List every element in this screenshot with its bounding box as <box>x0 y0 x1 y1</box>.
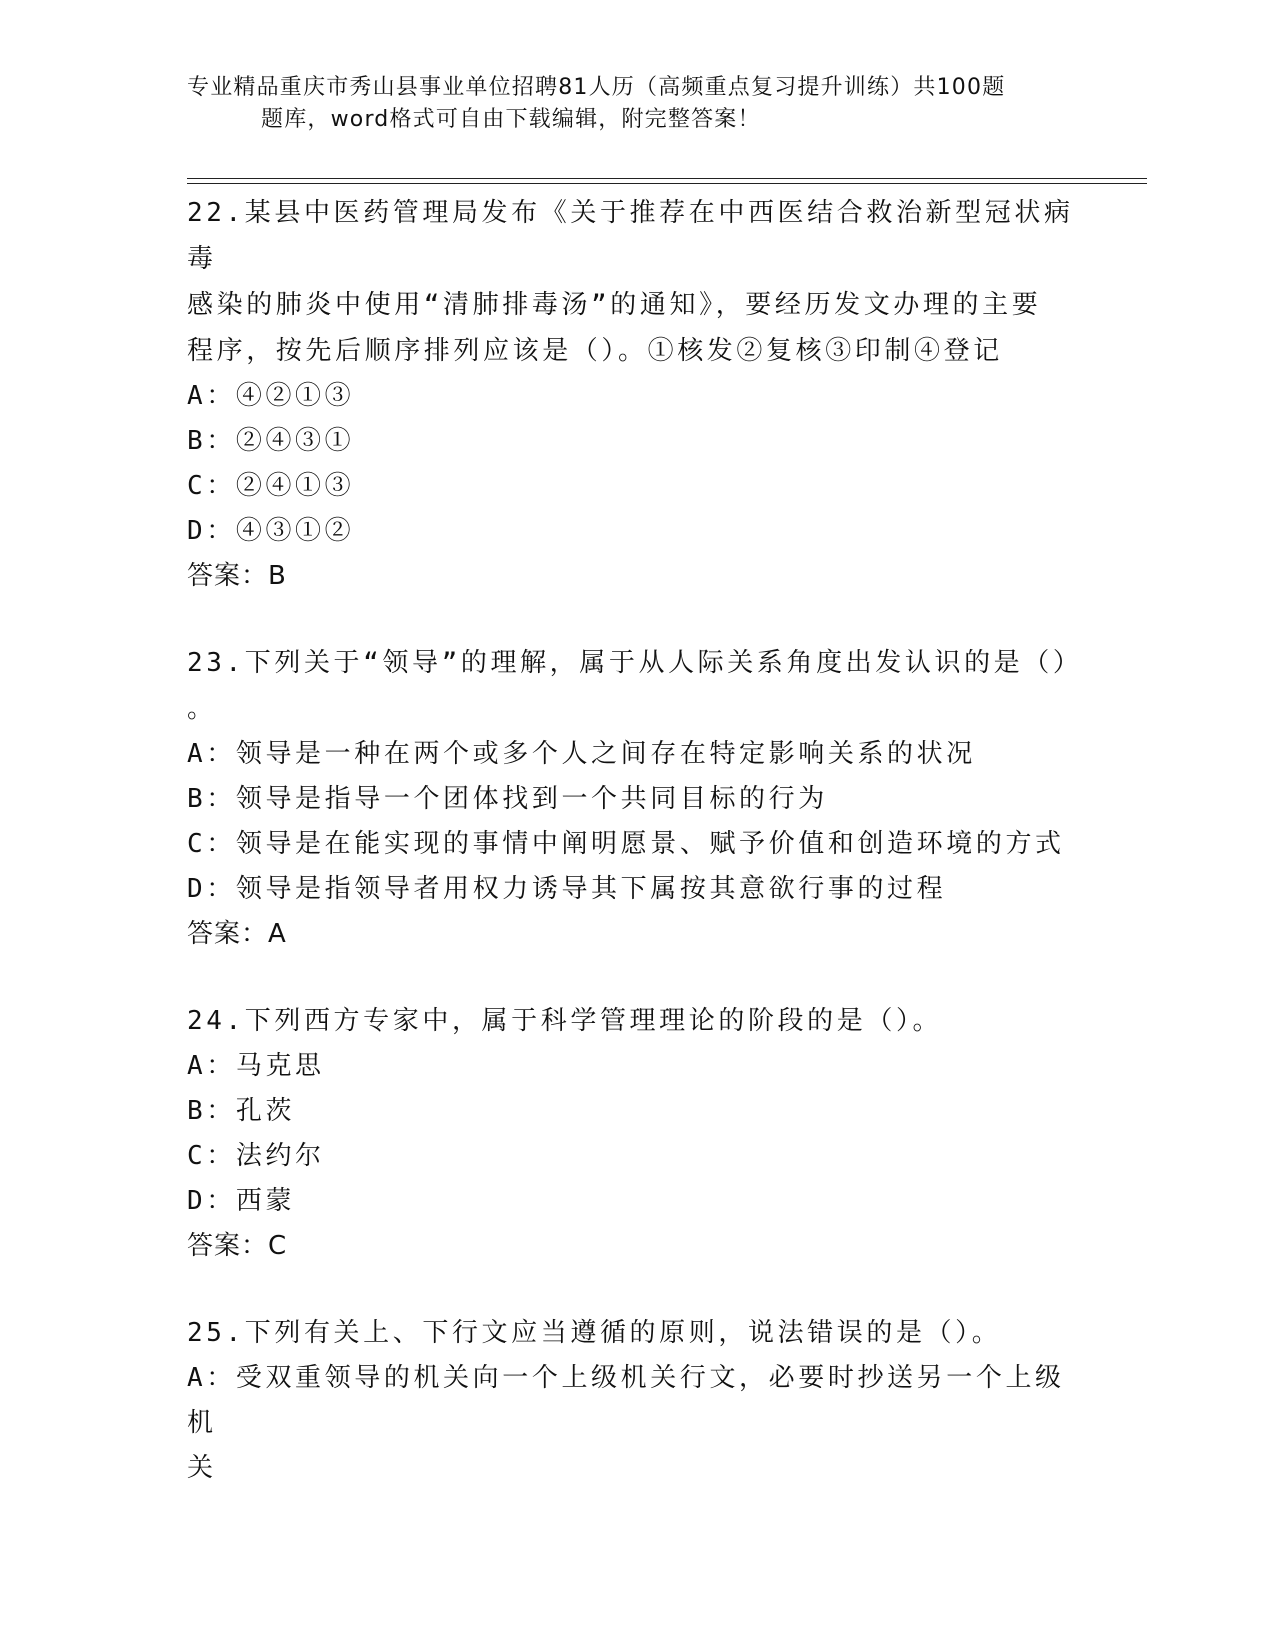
option-a-continued: 关 <box>187 1453 217 1483</box>
answer-line: 答案：C <box>187 1231 288 1261</box>
question-stem-line: 23.下列关于“领导”的理解，属于从人际关系角度出发认识的是（） <box>187 648 1083 678</box>
question-spacer <box>187 956 1087 998</box>
header-divider-bottom <box>187 183 1147 184</box>
option-b: B：孔茨 <box>187 1096 296 1126</box>
option-c: C：领导是在能实现的事情中阐明愿景、赋予价值和创造环境的方式 <box>187 829 1065 859</box>
question-stem-line: 25.下列有关上、下行文应当遵循的原则，说法错误的是（）。 <box>187 1318 1002 1348</box>
question-23 <box>187 640 1087 956</box>
answer-line: 答案：B <box>187 561 287 591</box>
question-25 <box>187 1310 1087 1491</box>
question-stem-line: 程序，按先后顺序排列应该是（）。①核发②复核③印制④登记 <box>187 336 1003 366</box>
header-title-line-1: 专业精品重庆市秀山县事业单位招聘81人历（高频重点复习提升训练）共100题 <box>187 75 1006 100</box>
option-a: A：马克思 <box>187 1051 325 1081</box>
question-stem-line: 。 <box>187 694 217 724</box>
option-b: B：②④③① <box>187 426 355 456</box>
question-list <box>187 190 1087 1491</box>
option-c: C：②④①③ <box>187 471 355 501</box>
option-a: A：受双重领导的机关向一个上级机关行文，必要时抄送另一个上级机 <box>187 1363 1065 1438</box>
document-header <box>187 72 1087 136</box>
question-stem-line: 22.某县中医药管理局发布《关于推荐在中西医结合救治新型冠状病毒 <box>187 198 1074 274</box>
option-c: C：法约尔 <box>187 1141 325 1171</box>
header-divider-top <box>187 178 1147 179</box>
question-24 <box>187 998 1087 1268</box>
question-spacer <box>187 598 1087 640</box>
answer-line: 答案：A <box>187 919 287 949</box>
option-d: D：西蒙 <box>187 1186 296 1216</box>
question-stem-line: 24.下列西方专家中，属于科学管理理论的阶段的是（）。 <box>187 1006 943 1036</box>
question-22 <box>187 190 1087 598</box>
header-title-line-2: 题库，word格式可自由下载编辑，附完整答案！ <box>261 107 761 132</box>
question-spacer <box>187 1268 1087 1310</box>
option-d: D：④③①② <box>187 516 355 546</box>
question-stem-line: 感染的肺炎中使用“清肺排毒汤”的通知》，要经历发文办理的主要 <box>187 290 1042 320</box>
option-a: A：④②①③ <box>187 381 355 411</box>
option-b: B：领导是指导一个团体找到一个共同目标的行为 <box>187 784 828 814</box>
option-a: A：领导是一种在两个或多个人之间存在特定影响关系的状况 <box>187 739 976 769</box>
option-d: D：领导是指领导者用权力诱导其下属按其意欲行事的过程 <box>187 874 947 904</box>
